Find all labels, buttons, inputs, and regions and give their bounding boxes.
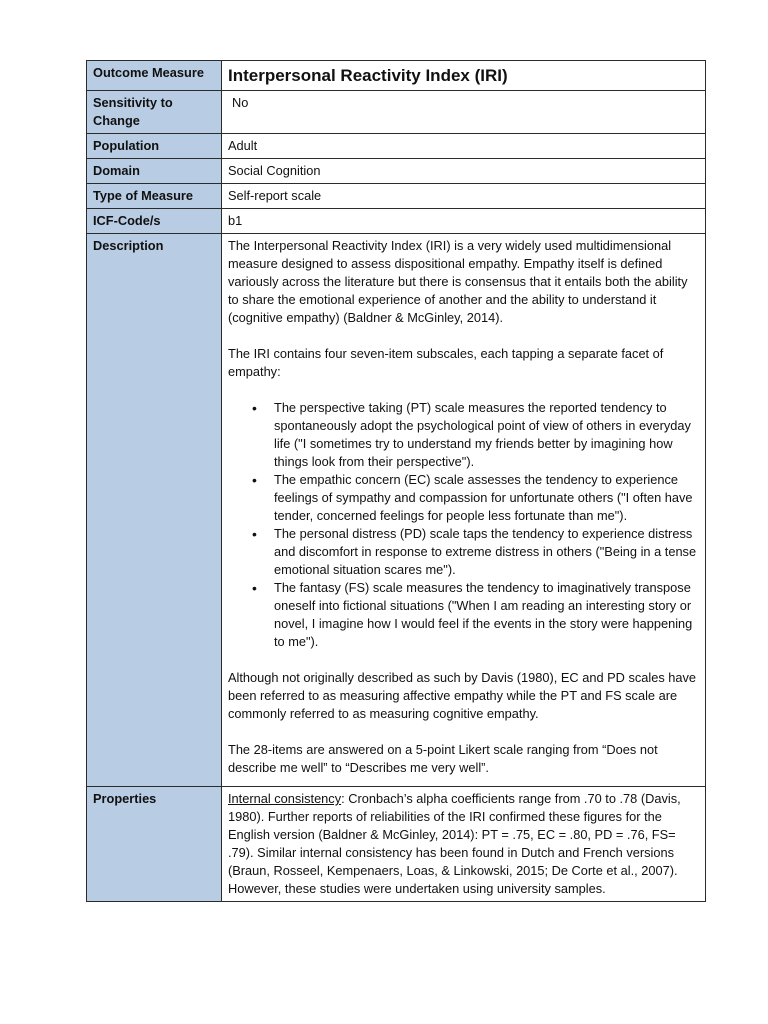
bullet-icon: • bbox=[252, 400, 257, 416]
table-row bbox=[87, 209, 706, 234]
properties-heading: Internal consistency bbox=[228, 791, 342, 806]
row-value-domain: Social Cognition bbox=[222, 159, 706, 184]
bullet-icon: • bbox=[252, 526, 257, 542]
table-row bbox=[87, 91, 706, 134]
row-label-sensitivity: Sensitivity to Change bbox=[87, 91, 222, 134]
bullet-icon: • bbox=[252, 472, 257, 488]
row-label-type: Type of Measure bbox=[87, 184, 222, 209]
measure-title: Interpersonal Reactivity Index (IRI) bbox=[228, 66, 508, 85]
row-value-sensitivity bbox=[222, 91, 706, 134]
row-label-domain: Domain bbox=[87, 159, 222, 184]
description-paragraph: Although not originally described as such by Davis (1980), EC and PD scales have been referred to as measuring affective empathy while the PT and FS scale are commonly referred to as measuring cognitive empathy. bbox=[228, 670, 697, 721]
list-item-text: The personal distress (PD) scale taps the tendency to experience distress and discomfort in response to extreme distress in others ("Being in a tense emotional situation scares me"). bbox=[274, 526, 697, 577]
table-row bbox=[87, 787, 706, 902]
row-label-icf: ICF-Code/s bbox=[87, 209, 222, 234]
list-item-text: The fantasy (FS) scale measures the tendency to imaginatively transpose oneself into fictional situations ("When I am reading an interesting story or novel, I imagine how I would feel if the events in the story were happening to me"). bbox=[274, 580, 693, 649]
row-value-properties bbox=[222, 787, 706, 902]
table-row bbox=[87, 159, 706, 184]
description-paragraph: The 28-items are answered on a 5-point Likert scale ranging from “Does not describe me well” to “Describes me very well”. bbox=[228, 742, 658, 775]
description-paragraph: The IRI contains four seven-item subscales, each tapping a separate facet of empathy: bbox=[228, 346, 664, 379]
row-value-icf: b1 bbox=[222, 209, 706, 234]
row-value-description bbox=[222, 234, 706, 787]
row-label-population: Population bbox=[87, 134, 222, 159]
table-row bbox=[87, 184, 706, 209]
table-row bbox=[87, 234, 706, 787]
list-item bbox=[252, 471, 699, 525]
row-value-type: Self-report scale bbox=[222, 184, 706, 209]
bullet-icon: • bbox=[252, 580, 257, 596]
list-item-text: The perspective taking (PT) scale measures the reported tendency to spontaneously adopt the psychological point of view of others in everyday life ("I sometimes try to understand my friends better by imagining how things look from their perspective"). bbox=[274, 400, 691, 469]
table-row bbox=[87, 61, 706, 91]
subscale-list bbox=[228, 399, 699, 651]
row-value-population: Adult bbox=[222, 134, 706, 159]
list-item bbox=[252, 525, 699, 579]
table-row bbox=[87, 134, 706, 159]
row-value-outcome-measure bbox=[222, 61, 706, 91]
row-label-outcome-measure: Outcome Measure bbox=[87, 61, 222, 91]
sensitivity-value: No bbox=[232, 95, 249, 110]
row-label-properties: Properties bbox=[87, 787, 222, 902]
list-item bbox=[252, 579, 699, 651]
list-item bbox=[252, 399, 699, 471]
list-item-text: The empathic concern (EC) scale assesses the tendency to experience feelings of sympathy and compassion for unfortunate others ("I often have tender, concerned feelings for people less fortunate than me"). bbox=[274, 472, 693, 523]
description-paragraph: The Interpersonal Reactivity Index (IRI) is a very widely used multidimensional measure designed to assess dispositional empathy. Empathy itself is defined variously across the literature but there is consensus that it entails both the ability to share the emotional experience of another and the ability to understand it (cognitive empathy) (Baldner & McGinley, 2014). bbox=[228, 238, 688, 325]
row-label-description: Description bbox=[87, 234, 222, 787]
properties-text: : Cronbach’s alpha coefficients range from .70 to .78 (Davis, 1980). Further reports of reliabilities of the IRI confirmed these figures for the English version (Baldner & McGinley, 2014): PT = .75, EC = .80, PD = .76, FS= .79). Similar internal consistency has been found in Dutch and French versions (Braun, Rosseel, Kempenaers, Loas, & Linkowski, 2015; De Corte et al., 2007). However, these studies were undertaken using university samples. bbox=[228, 791, 681, 896]
outcome-measure-table bbox=[86, 60, 706, 902]
